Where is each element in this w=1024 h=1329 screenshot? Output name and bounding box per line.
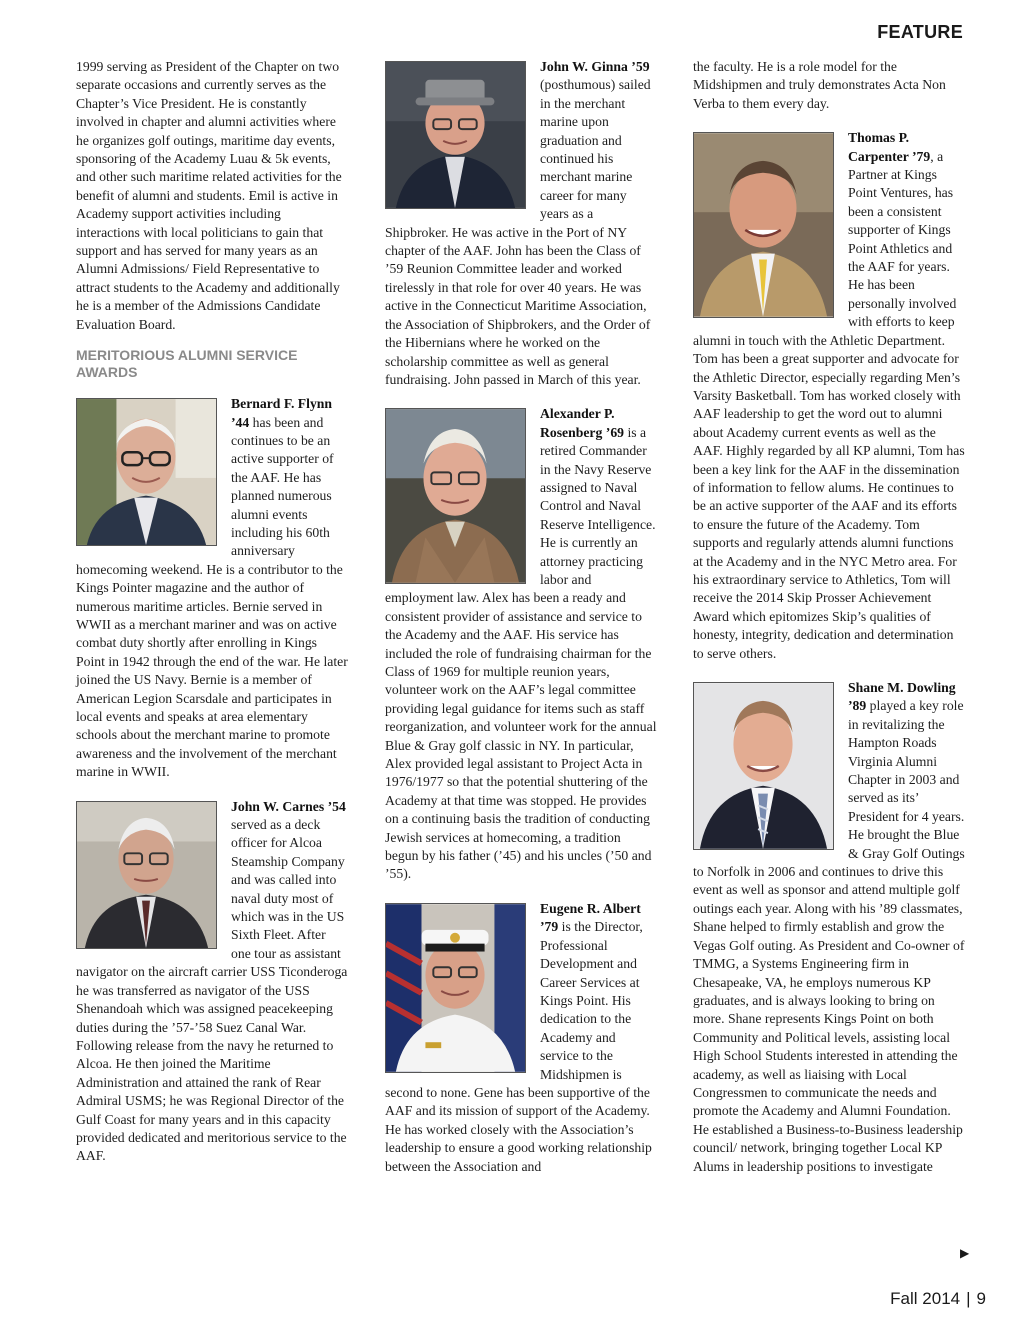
profile-name: John W. Ginna ’59	[540, 59, 650, 74]
profile-name: Eugene R. Albert ’79	[540, 900, 641, 935]
profile-flynn	[76, 395, 348, 782]
profile-ginna	[385, 58, 657, 389]
profile-text: is the Director, Professional Development and Career Services at Kings Point. His dedication to the Academy and service to the Midshipmen is second to none. Gene has been supportive of the AAF and its mission of support of the Academy. He has worked closely with the Association’s leadership to ensure a good working relationship between the Association and	[385, 919, 652, 1174]
profile-name: Thomas P. Carpenter ’79	[848, 130, 931, 164]
photo-eugene-albert	[385, 903, 526, 1073]
profile-text: served as a deck officer for Alcoa Steamship Company and was called into naval duty most of which was in the US Sixth Fleet. After one tour as assistant navigator on the aircraft carrier USS Ticonderoga he was transferred as navigator of the USS Shenandoah which was assigned peacekeeping duties during the ’57-’58 Suez Canal War. Following release from the navy he returned to Alcoa. He then joined the Maritime Administration and attained the rank of Rear Admiral USMS; he was Regional Director of the Gulf Coast for many years and in this capacity provided dedicated and meritorious service to the AAF.	[76, 817, 348, 1164]
profile-name: Alexander P. Rosenberg ’69	[540, 406, 625, 440]
photo-john-ginna	[385, 61, 526, 209]
section-heading: MERITORIOUS ALUMNI SERVICE AWARDS	[76, 347, 298, 381]
profile-carpenter	[693, 129, 965, 663]
column-1	[76, 58, 348, 1166]
profile-text: (posthumous) sailed in the merchant marine upon graduation and continued his merchant marine career for many years as a Shipbroker. He was active in the Port of NY chapter of the AAF. John has been the Class of ’59 Reunion Committee leader and worked tirelessly in that role for over 40 years. He was active in the Connecticut Maritime Association, the Association of Shipbrokers, and the Order of the Hibernians where he worked on the scholarship committee as well as general fundraising. John passed in March of this year.	[385, 77, 651, 387]
profile-text: played a key role in revitalizing the Hampton Roads Virginia Alumni Chapter in 2003 and served as its’ President for 4 years. He brought the Blue & Gray Golf Outings to Norfolk in 2006 and continues to drive this event as well as sponsor and attend multiple golf outings each year. Along with his ’89 classmates, Shane helped to firmly establish and grow the Vegas Golf outing. As President and Co-owner of TMMG, a Systems Engineering firm in Chesapeake, VA, he employs numerous KP graduates, and is always looking to bring on more. Shane represents Kings Point on both Community and Political levels, assisting local High School Students interested in attending the academy, as well as liaising with Local Congressmen to communicate the needs and promote the Academy and Alumni Foundation. He established a Business-to-Business leadership council/ network, bringing together Local KP Alums in leadership positions to investigate	[693, 698, 965, 1174]
column-2	[385, 58, 657, 1176]
photo-shane-dowling	[693, 682, 834, 850]
photo-bernard-flynn	[76, 398, 217, 546]
profile-text: , a Partner at Kings Point Ventures, has been a consistent supporter of Kings Point Athletics and the AAF for years. He has been personally involved with efforts to keep alumni in touch with the Athletic Department. Tom has been a great supporter and advocate for the Athletic Director, especially regarding Men’s Varsity Basketball. Tom has worked closely with AAF leadership to get the word out to alumni about Academy current events as well as the AAF. Highly regarded by all KP alumni, Tom has been a key link for the AAF in the dissemination of information to fellow alums. He continues to be an active supporter of the AAF and its efforts to ensure the future of the Academy. Tom supports and regularly attends alumni functions at the Academy and in the NYC Metro area. For his extraordinary service to Athletics, Tom will receive the 2014 Skip Prosser Achievement Award which epitomizes Skip’s qualities of honesty, integrity, dedication and determination to serve others.	[693, 148, 965, 661]
continued-article-text: the faculty. He is a role model for the Midshipmen and truly demonstrates Acta Non Verba to them every day.	[693, 59, 946, 111]
profile-dowling	[693, 679, 965, 1176]
page-footer	[890, 1289, 986, 1309]
photo-john-carnes	[76, 801, 217, 949]
profile-name: John W. Carnes ’54	[231, 798, 346, 814]
profile-name: Shane M. Dowling ’89	[848, 680, 956, 714]
footer-separator: |	[966, 1289, 971, 1308]
page-number: 9	[976, 1289, 986, 1308]
column-3	[693, 58, 965, 1176]
profile-name: Bernard F. Flynn ’44	[231, 396, 333, 430]
section-label: FEATURE	[877, 22, 963, 42]
profile-rosenberg	[385, 405, 657, 884]
continue-arrow-icon: ▶	[960, 1246, 970, 1260]
issue-label: Fall 2014	[890, 1289, 961, 1308]
profile-albert	[385, 900, 657, 1176]
photo-thomas-carpenter	[693, 132, 834, 318]
photo-alexander-rosenberg	[385, 408, 526, 584]
profile-text: has been and continues to be an active supporter of the AAF. He has planned numerous alumni events including his 60th anniversary homecoming weekend. He is a contributor to the Kings Pointer magazine and the author of numerous maritime articles. Bernie served in WWII as a merchant mariner and was on active combat duty shortly after enrolling in Kings Point in 1942 through the end of the war. He later joined the US Navy. Bernie is a member of American Legion Scarsdale and participates in local events and speaks at area elementary schools about the merchant marine to promote awareness and the involvement of the merchant marine in WWII.	[76, 414, 348, 780]
profile-text: is a retired Commander in the Navy Reserve assigned to Naval Control and Naval Reserve Intelligence. He is currently an attorney practicing labor and employment law. Alex has been a ready and consistent provider of assistance and service to the Academy and the AAF. His service has included the role of fundraising chairman for the Class of 1969 for multiple reunion years, volunteer work on the AAF’s legal committee providing legal guidance for items such as staff reorganization, and volunteer work for the annual Blue & Gray golf classic in NY. In particular, Alex provided legal assistant to Project Acta in 1976/1977 so that the potential shuttering of the Academy at that time was stopped. He provides on a continuing basis the tradition of conducting Jewish services at homecoming, a tradition begun by his father (’45) and his uncles (’50 and ’55).	[385, 424, 657, 882]
profile-carnes	[76, 798, 348, 1166]
continued-article-text: 1999 serving as President of the Chapter on two separate occasions and currently serves as the Chapter’s Vice President. He is constantly involved in chapter and alumni activities where he organizes golf outings, maritime day events, sponsoring of the Academy Luau & 5k events, and other such maritime related activities for the benefit of alumni and students. Emil is active in Academy support activities including interactions with local politicians to gain that support and has served for many years as an Alumni Admissions/ Field Representative to attract students to the Academy and additionally he is a member of the Admissions Candidate Evaluation Board.	[76, 59, 342, 332]
